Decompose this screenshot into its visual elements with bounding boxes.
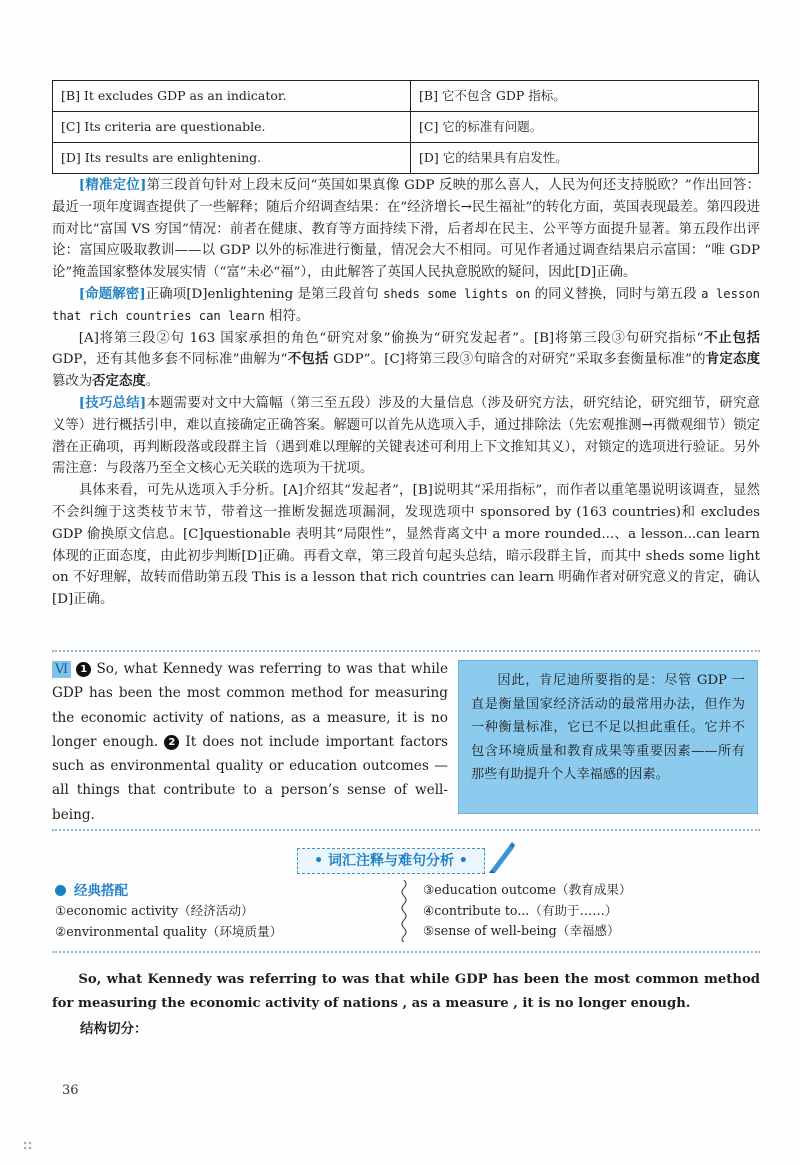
emphasis-text: 不包括 — [287, 351, 329, 368]
translation-box — [458, 660, 758, 814]
sentence-marker-1: 1 — [76, 662, 91, 677]
vocab-list-left — [55, 901, 282, 942]
option-en-cell: [D] Its results are enlightening. — [53, 143, 411, 174]
analysis-text: 篡改为 — [52, 374, 93, 390]
table-row — [53, 143, 759, 174]
analysis-paragraph-details — [52, 480, 760, 611]
structure-label: 结构切分： — [80, 1021, 148, 1037]
passage-sentence-2: It does not include important factors such as environmental quality or education outcomes — all things that contribute to a person’s sense of well-being. — [52, 733, 448, 823]
paragraph-number-badge: Ⅵ — [52, 661, 71, 678]
tag-question-decode: [命题解密] — [78, 285, 146, 302]
difficult-sentence — [52, 968, 760, 1016]
table-row — [53, 81, 759, 112]
difficult-sentence-text: So, what Kennedy was referring to was that while GDP has been the most common method for measuring the economic activity of nations , as a measure , it is no longer enough. — [52, 972, 760, 1011]
options-table — [52, 80, 759, 174]
list-item: ⑤sense of well-being（幸福感） — [423, 923, 620, 938]
emphasis-text: 不止包括 — [703, 329, 760, 346]
analysis-text: 。 — [145, 374, 160, 390]
emphasis-text: 否定态度 — [92, 373, 146, 390]
bullet-icon — [55, 885, 66, 896]
analysis-paragraph-skills — [52, 393, 760, 480]
list-item: ④contribute to...（有助于……） — [423, 902, 618, 918]
quote-text: a lesson that rich countries can learn — [52, 286, 760, 323]
analysis-text: GDP，还有其他多套不同标准”曲解为“ — [52, 352, 288, 368]
analysis-text: 第三段首句针对上段末反问“英国如果真像 GDP 反映的那么喜人，人民为何还支持脱欧？”作出回答：最近一项年度调查提供了一些解释；随后介绍调查结果：在“经济增长→民生福祉”的转化方面，英国表现最差。第四段进而对比“富国 VS 穷国”情况：前者在健康、教育等方面持续下滑，后者却在民主、公平等方面提升显著。第五段作出评论：富国应吸取教训——以 GDP 以外的标准进行衡量，情况会大不相同。可见作者通过调查结果启示富国：“唯 GDP 论”掩盖国家整体发展实情（“富”未必“福”），由此解答了英国人民执意脱欧的疑问，因此[D]正确。 — [52, 178, 761, 281]
quote-text: sheds some lights on — [383, 286, 531, 301]
dotted-divider — [52, 650, 760, 652]
emphasis-text: 肯定态度 — [705, 351, 761, 368]
section-title-vocab: • 词汇注释与难句分析 • — [297, 848, 485, 874]
analysis-text: 相符。 — [264, 308, 310, 324]
list-item: ③education outcome（教育成果） — [423, 882, 632, 897]
corner-dots-icon — [22, 1140, 38, 1156]
sentence-marker-2: 2 — [164, 735, 179, 750]
passage-paragraph — [52, 657, 448, 827]
translation-text: 因此，肯尼迪所要指的是：尽管 GDP 一直是衡量国家经济活动的最常用办法，但作为一种衡量标准，它已不足以担此重任。它并不包含环境质量和教育成果等重要因素——所有那些有助提升个人幸福感的因素。 — [471, 673, 745, 782]
passage-sentence-1: So, what Kennedy was referring to was that while GDP has been the most common method for measuring the economic activity of nations, as a measure, it is no longer enough. — [52, 661, 448, 750]
analysis-text: 正确项[D]enlightening 是第三段首句 — [145, 286, 384, 302]
option-en-cell: [B] It excludes GDP as an indicator. — [53, 81, 411, 112]
list-item: ①economic activity（经济活动） — [55, 903, 254, 918]
analysis-text: 的同义替换，同时与第五段 — [530, 286, 702, 302]
analysis-paragraph-distractors — [52, 328, 760, 393]
option-zh-cell: [D] 它的结果具有启发性。 — [411, 143, 759, 174]
option-zh-cell: [C] 它的标准有问题。 — [411, 112, 759, 143]
list-item: ②environmental quality（环境质量） — [55, 923, 283, 939]
analysis-text: [A]将第三段②句 163 国家承担的角色“研究对象”偷换为“研究发起者”。[B]将第三段③句研究指标“ — [78, 330, 704, 346]
pen-icon — [487, 840, 515, 874]
option-zh-cell: [B] 它不包含 GDP 指标。 — [411, 81, 759, 112]
analysis-section — [52, 175, 760, 611]
tag-precise-positioning: [精准定位] — [78, 177, 147, 193]
vocab-heading — [55, 879, 128, 899]
vocab-list-right — [423, 880, 632, 942]
analysis-text: 具体来看，可先从选项入手分析。[A]介绍其“发起者”，[B]说明其“采用指标”，而作者以重笔墨说明该调查，显然不会纠缠于这类枝节末节，带着这一推断发掘选项漏洞，发现选项中 sponsored by (163 countries)和 excludes GDP 偷换原文信息。[C]questionable 表明其“局限性”，显然背离文中 a more rounded...、a lesson...can learn 体现的正面态度，由此初步判断[D]正确。再看文章，第三段首句起头总结，暗示段群主旨，而其中 sheds some light on 不好理解，故转而借助第五段 This is a lesson that rich countries can learn 明确作者对研究意义的肯定，确认[D]正确。 — [52, 483, 760, 608]
option-en-cell: [C] Its criteria are questionable. — [53, 112, 411, 143]
vocab-heading-text: 经典搭配 — [74, 883, 128, 899]
analysis-text: GDP”。[C]将第三段③句暗含的对研究“采取多套衡量标准”的 — [328, 352, 706, 368]
tag-skill-summary: [技巧总结] — [78, 394, 147, 411]
wavy-divider-icon — [399, 880, 409, 942]
dotted-divider — [52, 829, 760, 831]
page-number: 36 — [62, 1083, 79, 1098]
table-row — [53, 112, 759, 143]
analysis-paragraph-decode — [52, 284, 760, 328]
dotted-divider — [52, 951, 760, 953]
analysis-paragraph-positioning — [52, 175, 760, 284]
analysis-text: 本题需要对文中大篇幅（第三至五段）涉及的大量信息（涉及研究方法，研究结论，研究细节，研究意义等）进行概括引申，难以直接确定正确答案。解题可以首先从选项入手，通过排除法（先宏观推测→再微观细节）锁定潜在正确项，再判断段落或段群主旨（遇到难以理解的关键表述可利用上下文推知其义），对锁定的选项进行验证。另外需注意：与段落乃至全文核心无关联的选项为干扰项。 — [52, 395, 761, 477]
